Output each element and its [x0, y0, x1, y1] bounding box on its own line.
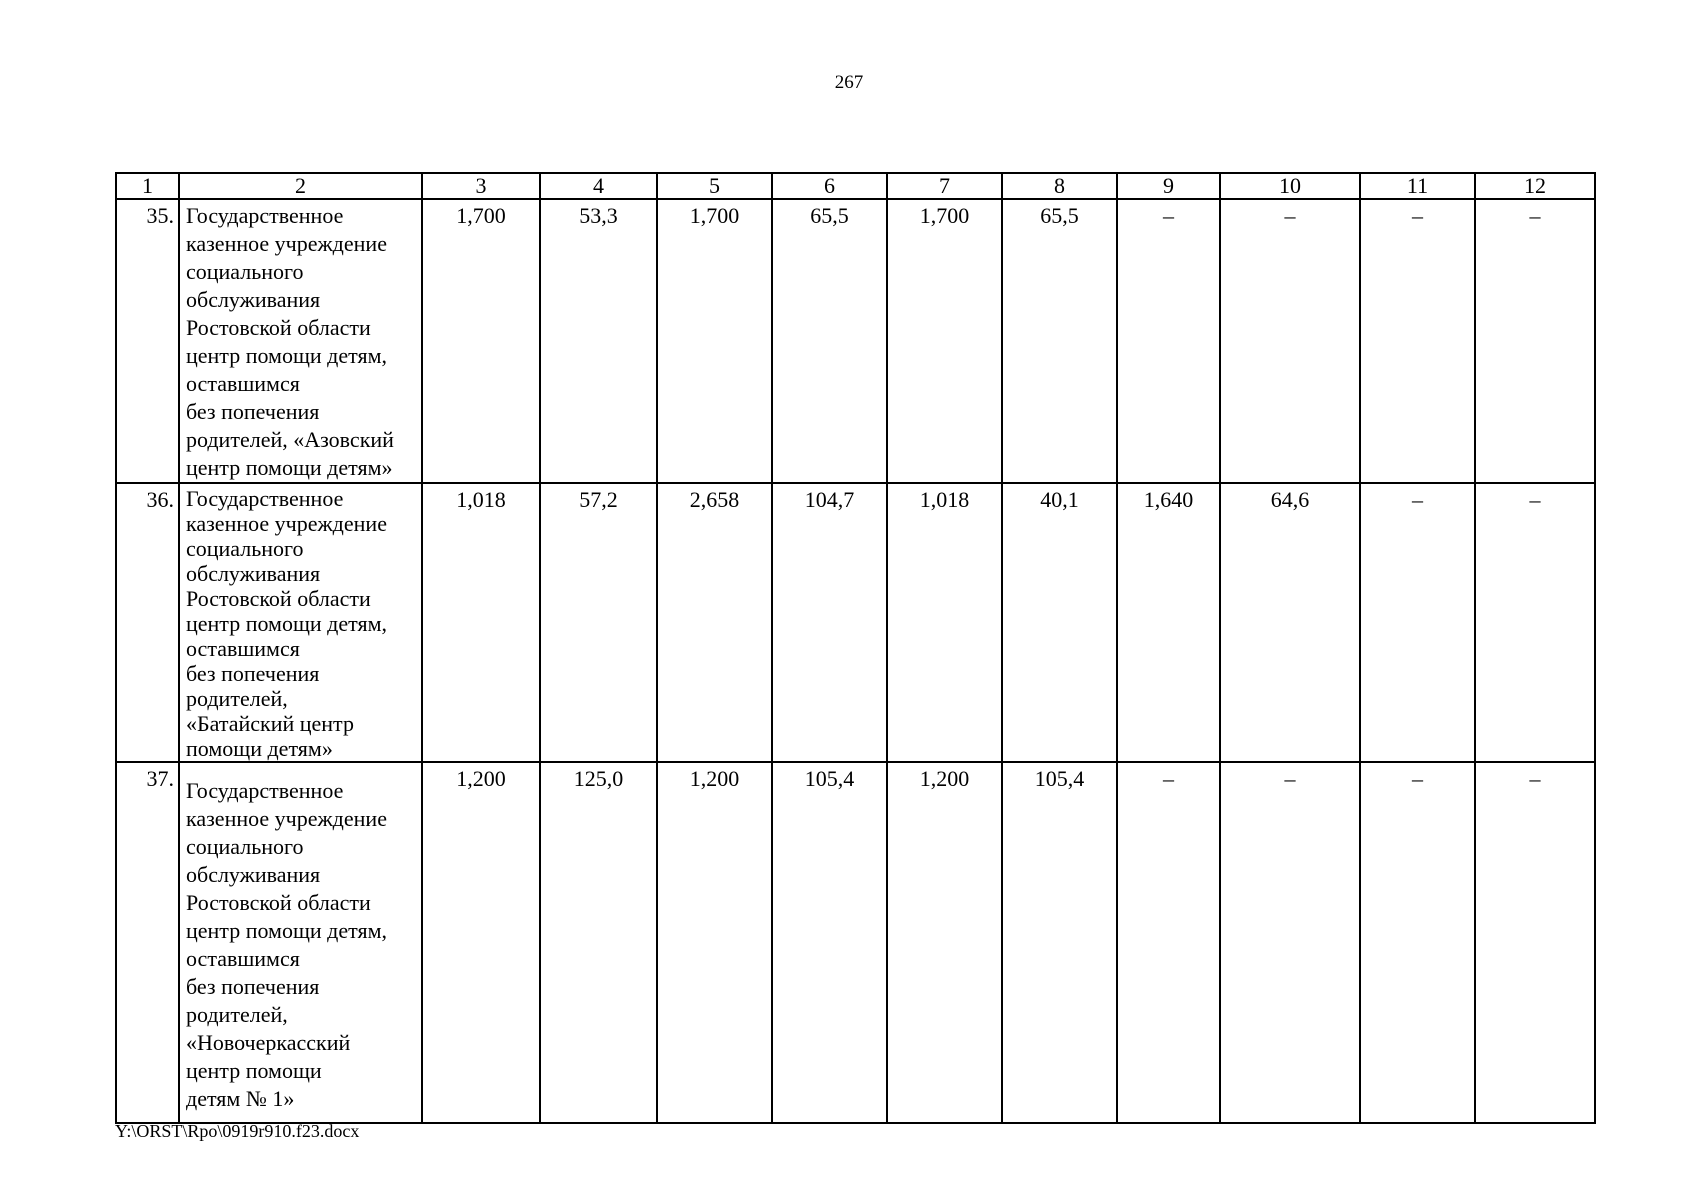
institution-name-line: казенное учреждение [186, 511, 387, 536]
table-row [116, 199, 1595, 483]
value-cell: 1,018 [422, 483, 540, 762]
institution-name-line: центр помощи детям, [186, 918, 388, 943]
value-cell: 2,658 [657, 483, 772, 762]
institution-name-line: центр помощи [186, 1058, 322, 1083]
value-cell: – [1360, 762, 1475, 1123]
value-cell: 105,4 [772, 762, 887, 1123]
value-cell: – [1360, 483, 1475, 762]
institution-name-line: социального [186, 259, 304, 284]
institution-name-line: оставшимся [186, 636, 300, 661]
column-header: 12 [1475, 173, 1595, 199]
institution-name-line: центр помощи детям, [186, 611, 388, 636]
institution-name-line: социального [186, 536, 304, 561]
value-cell: – [1117, 762, 1220, 1123]
value-cell: 1,200 [422, 762, 540, 1123]
value-cell: 40,1 [1002, 483, 1117, 762]
value-cell: 1,700 [657, 199, 772, 483]
value-cell: 65,5 [772, 199, 887, 483]
value-cell: – [1475, 483, 1595, 762]
institution-name-line: казенное учреждение [186, 231, 387, 256]
institution-name-line: помощи детям» [186, 736, 333, 761]
value-cell: 1,700 [887, 199, 1002, 483]
data-table [115, 172, 1596, 1124]
page-number: 267 [834, 72, 864, 93]
institution-name-cell [179, 483, 422, 762]
value-cell: 125,0 [540, 762, 657, 1123]
value-cell: – [1220, 762, 1360, 1123]
value-cell: – [1360, 199, 1475, 483]
table-header-row [116, 173, 1595, 199]
value-cell: 64,6 [1220, 483, 1360, 762]
value-cell: 53,3 [540, 199, 657, 483]
column-header: 6 [772, 173, 887, 199]
institution-name-line: обслуживания [186, 561, 321, 586]
value-cell: 1,200 [657, 762, 772, 1123]
row-number-cell: 35. [116, 199, 179, 483]
value-cell: 1,640 [1117, 483, 1220, 762]
institution-name-line: центр помощи детям, [186, 343, 388, 368]
column-header: 11 [1360, 173, 1475, 199]
institution-name-line: оставшимся [186, 371, 300, 396]
row-number-cell: 37. [116, 762, 179, 1123]
value-cell: – [1220, 199, 1360, 483]
institution-name-line: оставшимся [186, 946, 300, 971]
value-cell: – [1117, 199, 1220, 483]
value-cell: 65,5 [1002, 199, 1117, 483]
column-header: 4 [540, 173, 657, 199]
value-cell: 1,200 [887, 762, 1002, 1123]
column-header: 3 [422, 173, 540, 199]
institution-name-line: обслуживания [186, 287, 321, 312]
institution-name-cell [179, 199, 422, 483]
column-header: 2 [179, 173, 422, 199]
institution-name-line: «Батайский центр [186, 711, 354, 736]
value-cell: – [1475, 199, 1595, 483]
institution-name-line: Государственное [186, 486, 344, 511]
value-cell: 104,7 [772, 483, 887, 762]
value-cell: 1,700 [422, 199, 540, 483]
institution-name-line: Государственное [186, 778, 344, 803]
footer-file-path: Y:\ORST\Rpo\0919r910.f23.docx [115, 1121, 360, 1141]
value-cell: 1,018 [887, 483, 1002, 762]
column-header: 7 [887, 173, 1002, 199]
column-header: 10 [1220, 173, 1360, 199]
institution-name-line: Ростовской области [186, 586, 371, 611]
institution-name-line: родителей, [186, 1002, 288, 1027]
institution-name-line: родителей, [186, 686, 288, 711]
column-header: 5 [657, 173, 772, 199]
institution-name-line: казенное учреждение [186, 806, 387, 831]
institution-name-line: социального [186, 834, 304, 859]
institution-name-line: без попечения [186, 399, 320, 424]
column-header: 9 [1117, 173, 1220, 199]
institution-name-line: «Новочеркасский [186, 1030, 351, 1055]
table-row [116, 483, 1595, 762]
institution-name-line: без попечения [186, 974, 320, 999]
institution-name-line: Ростовской области [186, 890, 371, 915]
institution-name-line: центр помощи детям» [186, 455, 393, 480]
institution-name-line: обслуживания [186, 862, 321, 887]
value-cell: 105,4 [1002, 762, 1117, 1123]
institution-name-line: детям № 1» [186, 1086, 295, 1111]
column-header: 8 [1002, 173, 1117, 199]
institution-name-line: Государственное [186, 203, 344, 228]
institution-name-line: без попечения [186, 661, 320, 686]
value-cell: – [1475, 762, 1595, 1123]
row-number-cell: 36. [116, 483, 179, 762]
institution-name-cell [179, 762, 422, 1123]
table-row [116, 762, 1595, 1123]
column-header: 1 [116, 173, 179, 199]
institution-name-line: Ростовской области [186, 315, 371, 340]
institution-name-line: родителей, «Азовский [186, 427, 394, 452]
value-cell: 57,2 [540, 483, 657, 762]
